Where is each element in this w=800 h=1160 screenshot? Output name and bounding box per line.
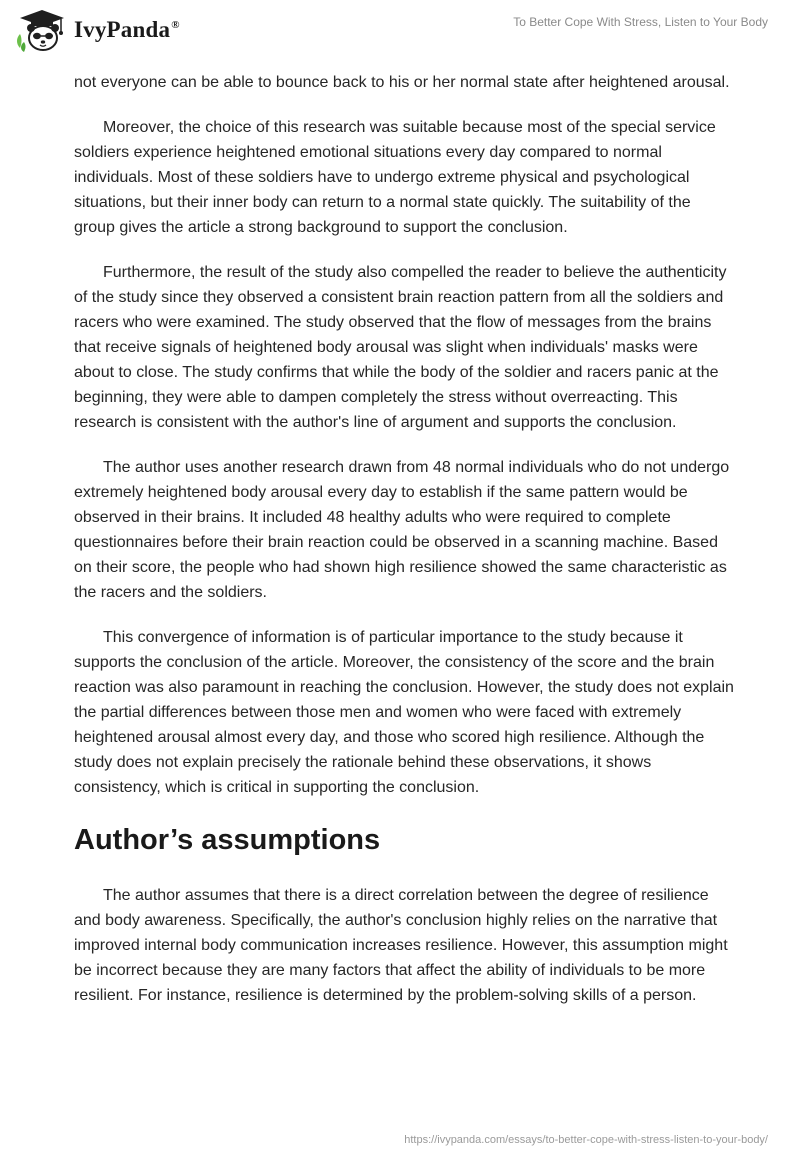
paragraph: Furthermore, the result of the study also compelled the reader to believe the authenticity of the study since they observed a consistent brain reaction pattern from all the soldiers and racers who were examined. The study observed that the flow of messages from the brains that receive signals of heightened body arousal was slight when individuals' masks were about to close. The study confirms that while the body of the soldier and racers panic at the beginning, they were able to dampen completely the stress without overreacting. This research is consistent with the author's line of argument and supports the conclusion. bbox=[74, 264, 727, 431]
paragraph: Moreover, the choice of this research was suitable because most of the special service soldiers experience heightened emotional situations every day compared to normal individuals. Most of these soldiers have to undergo extreme physical and psychological situations, but their inner body can return to a normal state quickly. The suitability of the group gives the article a strong background to support the conclusion. bbox=[74, 119, 716, 236]
page-header bbox=[0, 0, 800, 60]
paragraph: The author assumes that there is a direct correlation between the degree of resilience and body awareness. Specifically, the author's conclusion highly relies on the narrative that improved internal body communication increases resilience. However, this assumption might be incorrect because they are many factors that affect the ability of individuals to be more resilient. For instance, resilience is determined by the problem-solving skills of a person. bbox=[74, 887, 728, 1004]
paragraph: not everyone can be able to bounce back to his or her normal state after heightened arousal. bbox=[74, 74, 730, 91]
logo-text: IvyPanda® bbox=[74, 17, 180, 42]
paragraph: This convergence of information is of particular importance to the study because it supports the conclusion of the article. Moreover, the consistency of the score and the brain reaction was also paramount in reaching the conclusion. However, the study does not explain the partial differences between those men and women who were faced with extremely heightened arousal almost every day, and those who scored high resilience. Although the study does not explain precisely the rationale behind these observations, it shows consistency, which is critical in supporting the conclusion. bbox=[74, 629, 734, 796]
paragraph: The author uses another research drawn from 48 normal individuals who do not undergo extremely heightened body arousal every day to establish if the same pattern would be observed in their brains. It included 48 healthy adults who were required to complete questionnaires before their brain reaction could be observed in a scanning machine. Based on their score, the people who had shown high resilience showed the same characteristic as the racers and the soldiers. bbox=[74, 459, 730, 601]
document-title: To Better Cope With Stress, Listen to Your Body bbox=[513, 15, 768, 29]
essay-body bbox=[74, 70, 734, 1028]
ivypanda-logo[interactable] bbox=[14, 8, 180, 52]
section-heading: Author’s assumptions bbox=[74, 824, 381, 856]
panda-graduate-icon bbox=[14, 8, 70, 52]
source-url[interactable]: https://ivypanda.com/essays/to-better-cope-with-stress-listen-to-your-body/ bbox=[404, 1134, 768, 1146]
